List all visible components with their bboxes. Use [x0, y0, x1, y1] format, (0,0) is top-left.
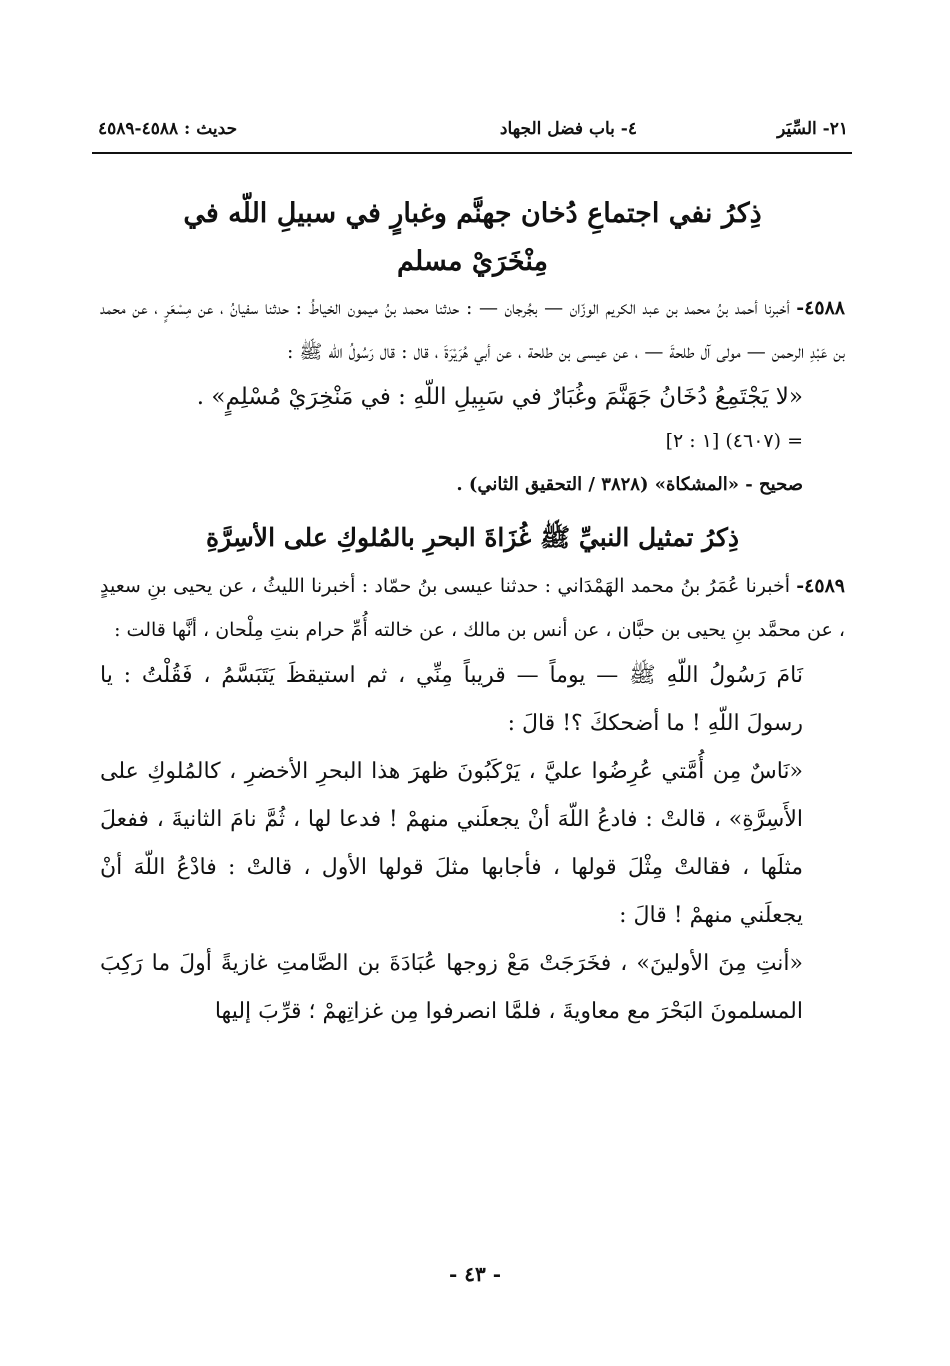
section-1-title-line-2: مِنْخَرَيْ مسلم [397, 246, 548, 277]
hadith-4589-isnad [100, 564, 845, 652]
hadith-number-4588: ٤٥٨٨- [796, 297, 845, 319]
hadith-4589-paragraph-2: «نَاسٌ مِن أُمَّتي عُرِضُوا عليَّ ، يَرْكَبُونَ ظهرَ هذا البحرِ الأخضرِ ، كالمُلوكِ على الأَسِرَّةِ» ، قالتْ : فادعُ اللّهَ أنْ يجعلَني منهمْ ! فدعا لها ، ثُمَّ نامَ الثانيةَ ، ففعلَ مثلَها ، فقالتْ مِثْلَ قولها ، فأجابها مثلَ قولها الأول ، قالتْ : فادْعُ اللّهَ أنْ يجعلَني منهمْ ! قالَ : [100, 759, 803, 928]
running-header [92, 114, 852, 144]
hadith-number-4589: ٤٥٨٩- [796, 575, 845, 597]
hadith-4589-paragraph-1: نَامَ رَسُولُ اللّهِ ﷺ — يوماً — قريباً مِنِّي ، ثم استيقظَ يَتَبَسَّمُ ، فَقُلْتُ : يا رسولَ اللّهِ ! ما أضحككَ ؟! قالَ : [100, 663, 803, 736]
page-body [100, 190, 845, 1036]
hadith-4588-grade: صحيح - «المشكاة» (٣٨٢٨ / التحقيق الثاني) . [456, 474, 803, 495]
header-divider [92, 152, 852, 154]
hadith-4589-isnad-text: أخبرنا عُمَرُ بنُ محمد الهَمْدَاني : حدثنا عيسى بنُ حمّاد : أخبرنا الليثُ ، عن يحيى بنِ سعيدٍ ، عن محمَّد بنِ يحيى بن حبَّان ، عن أنس بن مالك ، عن خالته أُمِّ حرام بنتِ مِلْحان ، أنَّها قالت : [100, 575, 845, 641]
header-book-title: ٢١- السِّيَر [777, 119, 848, 139]
header-chapter-title: ٤- باب فضل الجهاد [499, 119, 637, 139]
hadith-4588-isnad-text: أخبرنا أحمد بنُ محمد بن عبد الكريم الوزّان — بجُرجان — : حدثنا محمد بنُ ميمون الخياطُ : حدثنا سفيانُ ، عن مِسْعَرٍ ، عن محمد بن عَبْدِ الرحمن — مولى آل طلحةَ — ، عن عيسى بن طلحة ، عن أبي هُرَيْرَةَ ، قال : قال رَسُولُ اللّه ﷺ : [100, 297, 845, 363]
section-2-title: ذِكرُ تمثيل النبيِّ ﷺ غُزَاةَ البحرِ بالمُلوكِ على الأسِرَّةِ [205, 523, 740, 552]
hadith-4588-reference: = (٤٦٠٧) [١ : ٢] [665, 430, 803, 452]
hadith-4588-isnad [100, 286, 845, 374]
hadith-4588-matn: «لا يَجْتَمِعُ دُخَانُ جَهَنَّمَ وغُبَارٌ في سَبِيلِ اللّهِ : في مَنْخِرَيْ مُسْلِمٍ» . [196, 384, 803, 410]
hadith-4589-paragraph-3: «أنتِ مِنَ الأولينَ» ، فخَرَجَتْ مَعْ زوجها عُبَادَةَ بن الصَّامتِ غازيةً أولَ ما رَكِبَ المسلمونَ البَحْرَ مع معاويةَ ، فلمَّا انصرفوا مِن غزاتِهمْ ؛ قرِّبَ إليها [100, 951, 803, 1024]
section-1-title-line-1: ذِكرُ نفي اجتماعِ دُخان جهنَّم وغبارٍ في سبيلِ اللّه في [183, 198, 762, 229]
page-number: - ٤٣ - [448, 1262, 501, 1286]
header-hadith-range: حديث : ٤٥٨٨-٤٥٨٩ [98, 119, 238, 139]
